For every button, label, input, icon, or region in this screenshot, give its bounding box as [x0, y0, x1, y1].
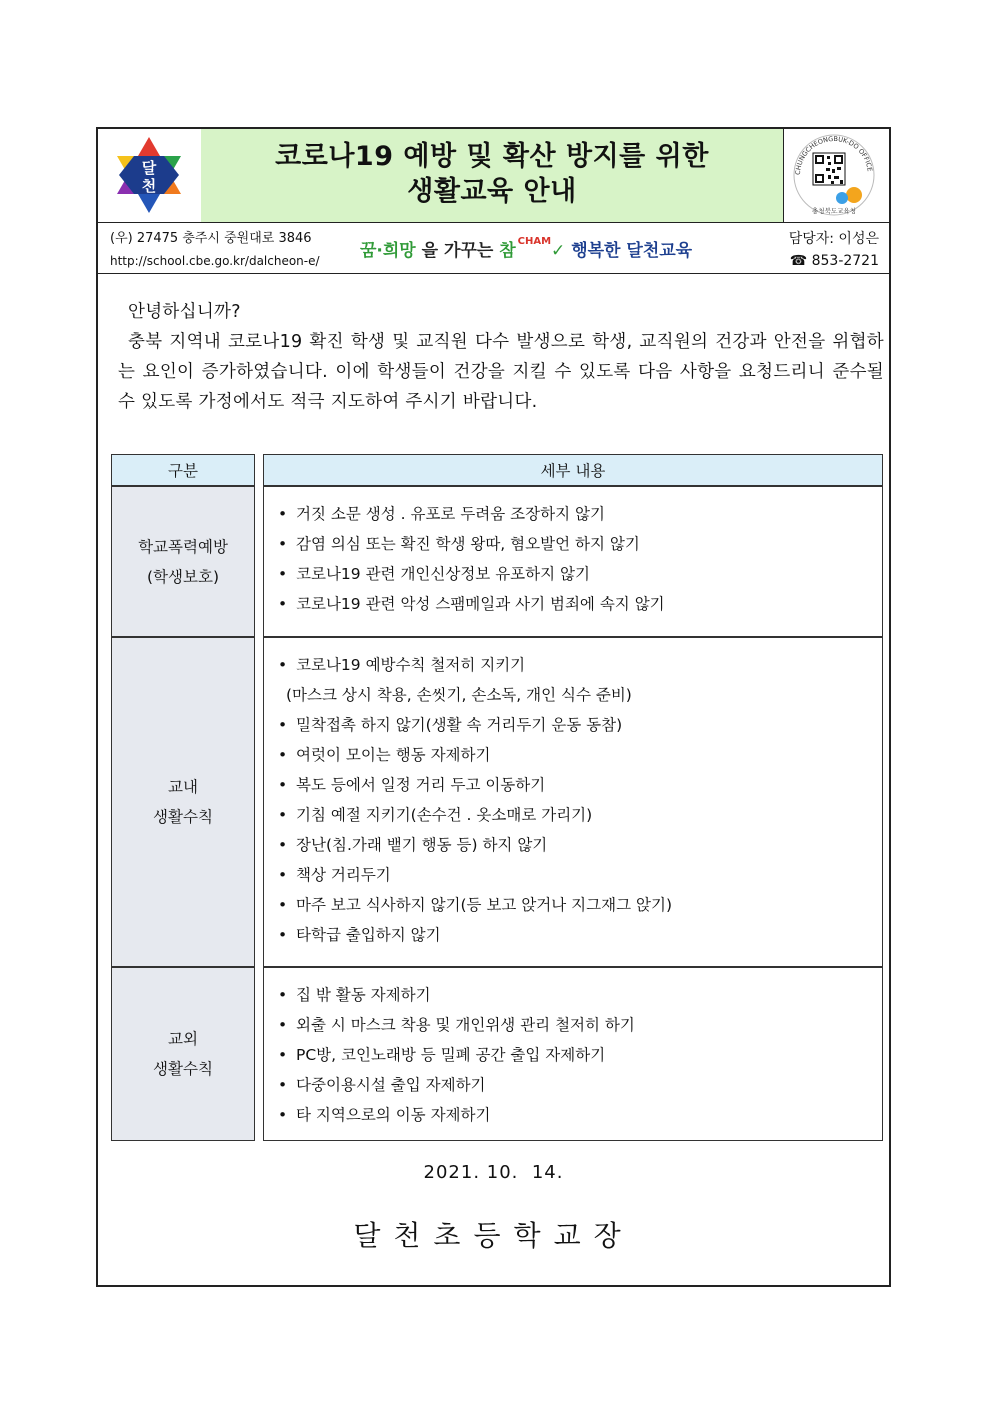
table-row-outside-rules	[111, 967, 883, 1141]
category-school-violence: 학교폭력예방 (학생보호)	[111, 486, 255, 637]
qr-code-icon	[784, 129, 889, 222]
table-header-row	[111, 454, 883, 486]
logo-text-top: 달	[141, 159, 157, 177]
list-item: • 타학급 출입하지 않기	[278, 926, 441, 944]
details-school-violence	[263, 486, 883, 637]
list-item: • 여럿이 모이는 행동 자제하기	[278, 746, 491, 764]
list-item: • 기침 예절 지키기(손수건 . 옷소매로 가리기)	[278, 806, 593, 824]
table-row-school-violence	[111, 486, 883, 637]
slogan-dream-hope: 꿈·희망	[360, 241, 416, 261]
qr-badge-cell	[784, 129, 889, 222]
list-item: • 코로나19 관련 악성 스팸메일과 사기 범죄에 속지 않기	[278, 595, 665, 613]
address-block	[110, 228, 320, 272]
list-item: • 거짓 소문 생성 . 유포로 두려움 조장하지 않기	[278, 505, 605, 523]
list-item: • 외출 시 마스크 착용 및 개인위생 관리 철저히 하기	[278, 1016, 635, 1034]
school-logo-cell	[98, 129, 202, 222]
title-line-1: 코로나19 예방 및 확산 방지를 위한	[275, 141, 709, 172]
list-item: • 밀착접촉 하지 않기(생활 속 거리두기 운동 동참)	[278, 716, 623, 734]
greeting-line: 안녕하십니까?	[128, 302, 241, 322]
qr-caption: 충청북도교육청	[812, 207, 856, 215]
details-outside-rules	[263, 967, 883, 1141]
greeting-section	[118, 297, 884, 417]
list-item: • 마주 보고 식사하지 않기(등 보고 앉거나 지그재그 앉기)	[278, 896, 672, 914]
header-category: 구분	[111, 454, 255, 486]
education-slogan	[360, 236, 692, 261]
list-item: • 장난(침.가래 뱉기 행동 등) 하지 않기	[278, 836, 548, 854]
list-item: • 복도 등에서 일정 거리 두고 이동하기	[278, 776, 546, 794]
contact-phone: ☎ 853-2721	[789, 253, 879, 269]
list-item: • 다중이용시설 출입 자제하기	[278, 1076, 486, 1094]
list-item: • 감염 의심 또는 확진 학생 왕따, 혐오발언 하지 않기	[278, 535, 640, 553]
slogan-cham-latin: CHAM	[517, 236, 552, 247]
list-item: • 집 밖 활동 자제하기	[278, 986, 431, 1004]
slogan-text-2: 행복한	[565, 241, 627, 261]
title-line-2: 생활교육 안내	[407, 176, 577, 207]
info-bar	[98, 224, 889, 274]
list-item: • 코로나19 예방수칙 철저히 지키기	[278, 656, 526, 674]
list-item: • 코로나19 관련 개인신상정보 유포하지 않기	[278, 565, 590, 583]
slogan-text-1: 을 가꾸는	[415, 241, 500, 261]
document-title	[201, 129, 784, 222]
list-item: • 타 지역으로의 이동 자제하기	[278, 1106, 491, 1124]
rules-table	[111, 454, 883, 1141]
contact-block	[789, 228, 879, 272]
header-details: 세부 내용	[263, 454, 883, 486]
qr-ring-text: CHUNGCHEONGBUK-DO OFFICE	[793, 134, 874, 176]
slogan-cham: 참	[499, 241, 516, 261]
list-item: • PC방, 코인노래방 등 밀폐 공간 출입 자제하기	[278, 1046, 606, 1064]
details-school-rules	[263, 637, 883, 967]
list-item-note: (마스크 상시 착용, 손씻기, 손소독, 개인 식수 준비)	[286, 686, 632, 704]
slogan-dalcheon: 달천교육	[626, 241, 693, 261]
list-item: • 책상 거리두기	[278, 866, 391, 884]
postal-address: (우) 27475 충주시 중원대로 3846	[110, 231, 312, 246]
logo-text-bottom: 천	[141, 177, 157, 195]
table-row-school-rules	[111, 637, 883, 967]
greeting-body: 충북 지역내 코로나19 확진 학생 및 교직원 다수 발생으로 학생, 교직원의 건강과 안전을 위협하는 요인이 증가하였습니다. 이에 학생들이 건강을 지킬 수 있도록 다음 사항을 요청드리니 준수될 수 있도록 가정에서도 적극 지도하여 주시기 바랍니다.	[118, 332, 884, 412]
document-frame	[96, 127, 891, 1287]
signer-name: 달천초등학교장	[353, 1219, 634, 1252]
school-logo-icon	[98, 129, 201, 222]
document-header	[98, 129, 889, 223]
category-school-rules: 교내 생활수칙	[111, 637, 255, 967]
school-url[interactable]: http://school.cbe.go.kr/dalcheon-e/	[110, 254, 320, 268]
category-outside-rules: 교외 생활수칙	[111, 967, 255, 1141]
check-icon: ✓	[551, 241, 566, 261]
document-date: 2021. 10. 14.	[423, 1162, 564, 1183]
contact-person: 담당자: 이성은	[788, 231, 879, 247]
